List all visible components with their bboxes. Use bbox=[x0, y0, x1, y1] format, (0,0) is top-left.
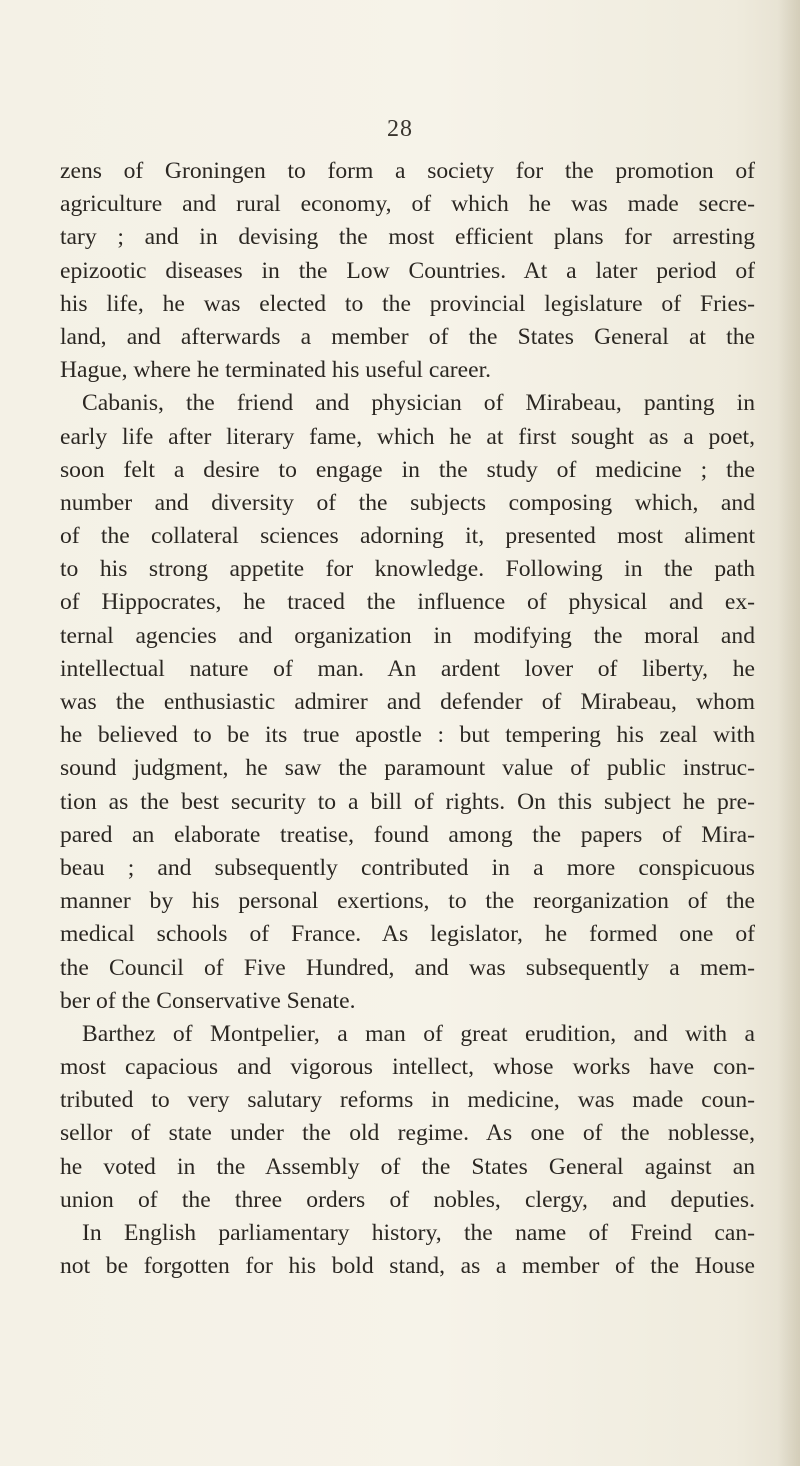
text-line: In English parliamentary history, the name of Freind can- bbox=[82, 1220, 755, 1246]
text-line: zens of Groningen to form a society for the promotion of bbox=[60, 158, 755, 184]
text-line: his life, he was elected to the provincial legislature of Fries- bbox=[60, 290, 755, 317]
text-line: of Hippocrates, he traced the influence of physical and ex- bbox=[60, 589, 755, 616]
text-line: he voted in the Assembly of the States General against an bbox=[60, 1153, 755, 1180]
text-line: was the enthusiastic admirer and defender of Mirabeau, whom bbox=[60, 689, 755, 715]
text-line: union of the three orders of nobles, clergy, and deputies. bbox=[60, 1186, 755, 1213]
text-line: soon felt a desire to engage in the study of medicine ; the bbox=[60, 456, 755, 483]
text-line: agriculture and rural economy, of which he was made secre- bbox=[60, 191, 755, 218]
text-line: Hague, where he terminated his useful career. bbox=[60, 357, 492, 384]
text-line: number and diversity of the subjects composing which, and bbox=[60, 489, 755, 516]
text-line: Barthez of Montpelier, a man of great erudition, and with a bbox=[82, 1020, 755, 1047]
text-line: of the collateral sciences adorning it, presented most aliment bbox=[60, 523, 755, 550]
text-line: most capacious and vigorous intellect, whose works have con- bbox=[60, 1054, 755, 1081]
text-line: to his strong appetite for knowledge. Following in the path bbox=[60, 556, 755, 583]
text-line: ternal agencies and organization in modifying the moral and bbox=[60, 622, 755, 649]
text-line: medical schools of France. As legislator, he formed one of bbox=[60, 921, 755, 948]
text-line: beau ; and subsequently contributed in a more conspicuous bbox=[60, 854, 755, 881]
text-line: tary ; and in devising the most efficient plans for arresting bbox=[60, 224, 755, 251]
text-line: land, and afterwards a member of the States General at the bbox=[60, 323, 755, 350]
page-number: 28 bbox=[387, 116, 413, 142]
text-line: not be forgotten for his bold stand, as a member of the House bbox=[60, 1253, 755, 1280]
text-line: tion as the best security to a bill of rights. On this subject he pre- bbox=[60, 788, 755, 815]
text-line: the Council of Five Hundred, and was subsequently a mem- bbox=[60, 954, 755, 981]
text-line: intellectual nature of man. An ardent lover of liberty, he bbox=[60, 655, 755, 682]
text-line: sound judgment, he saw the paramount value of public instruc- bbox=[60, 755, 755, 782]
text-line: pared an elaborate treatise, found among the papers of Mira- bbox=[60, 821, 755, 848]
text-line: epizootic diseases in the Low Countries. At a later period of bbox=[60, 257, 755, 284]
text-line: he believed to be its true apostle : but tempering his zeal with bbox=[60, 722, 755, 749]
text-line: tributed to very salutary reforms in medicine, was made coun- bbox=[60, 1087, 755, 1114]
page-edge-shading bbox=[778, 0, 800, 1466]
text-line: Cabanis, the friend and physician of Mirabeau, panting in bbox=[82, 390, 755, 417]
text-line: manner by his personal exertions, to the reorganization of the bbox=[60, 888, 755, 915]
body-text bbox=[60, 155, 755, 1283]
text-line: early life after literary fame, which he at first sought as a poet, bbox=[60, 423, 755, 450]
text-line: sellor of state under the old regime. As one of the noblesse, bbox=[60, 1120, 755, 1147]
text-line: ber of the Conservative Senate. bbox=[60, 987, 356, 1014]
